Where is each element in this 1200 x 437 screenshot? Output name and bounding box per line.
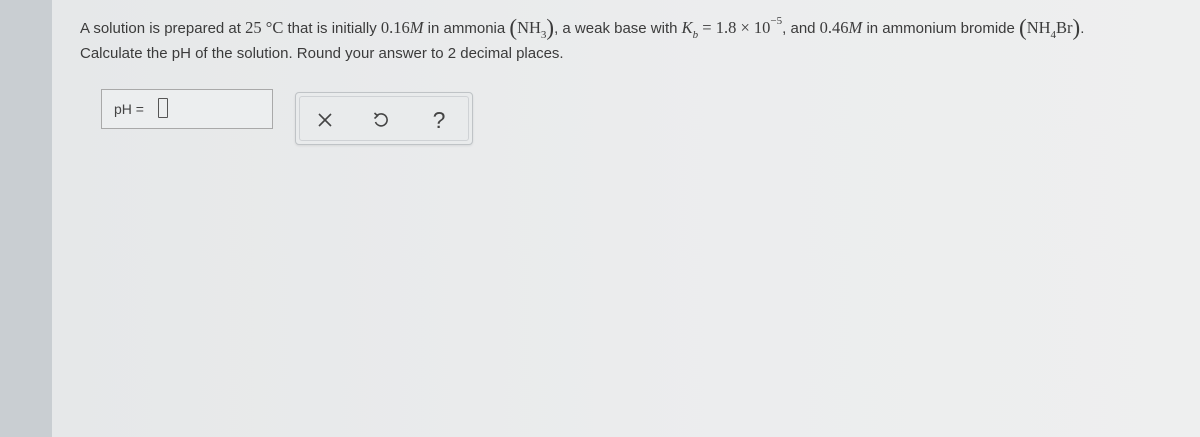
question-text: A solution is prepared at 25 °C that is initially 0.16M in ammonia $(NH_3)$, a weak base with $K_b = 1.8 \times 10^{-5}$, and 0.46M in ammonium bromide $(NH_4Br)$. [80,15,1085,41]
instruction-text: Calculate the pH of the solution. Round your answer to 2 decimal places. [80,45,564,62]
temperature-value: 25 °C [245,18,284,37]
answer-box [101,89,273,129]
clear-button[interactable] [310,105,340,135]
question-text-part: , and [782,20,820,37]
left-margin-strip [0,0,52,437]
ammonia-formula: $NH_3$ [517,18,547,41]
question-text-part: in ammonium bromide [862,20,1020,37]
question-text-part: , a weak base with [554,20,682,37]
ammonium-bromide-concentration: 0.46M [819,18,863,37]
undo-icon [372,111,390,129]
help-label: ? [432,106,446,133]
ph-answer-input[interactable] [158,98,168,118]
ammonia-concentration: 0.16M [380,18,424,37]
question-text-part: that is initially [283,20,381,37]
undo-button[interactable] [366,105,396,135]
question-page [52,0,1200,437]
kb-expression: $K_b = 1.8 \times 10^{-5}$ [681,15,783,41]
help-button[interactable] [424,105,454,135]
answer-label: pH = [114,101,144,117]
close-x-icon [318,113,332,127]
question-text-part: A solution is prepared at [80,20,246,37]
ammonium-bromide-formula: $NH_4Br$ [1026,18,1073,41]
answer-tools-panel [295,92,473,145]
question-text-part: in ammonia [423,20,510,37]
